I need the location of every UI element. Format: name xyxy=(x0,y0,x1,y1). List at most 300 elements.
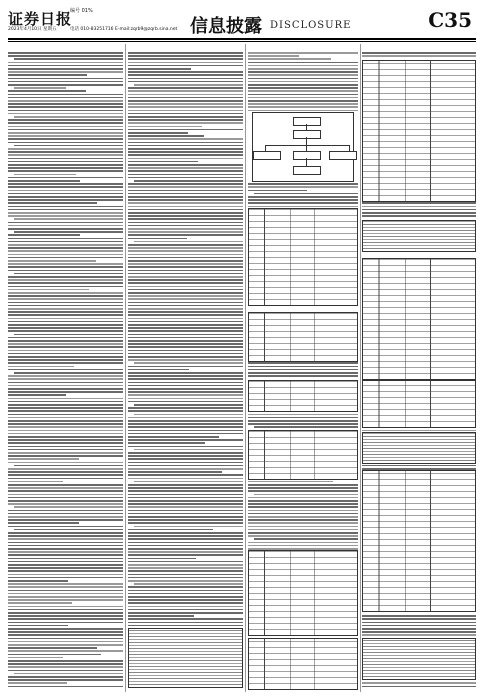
text-line xyxy=(8,676,123,678)
text-line xyxy=(8,206,123,208)
text-line xyxy=(8,289,89,291)
text-line xyxy=(134,481,243,483)
text-line xyxy=(8,298,123,300)
text-line xyxy=(128,426,243,428)
text-line xyxy=(248,423,358,425)
text-line xyxy=(8,225,123,227)
text-line xyxy=(128,228,243,230)
text-line xyxy=(8,612,123,614)
text-line xyxy=(128,58,243,60)
text-line xyxy=(14,116,123,118)
masthead-rule-thin xyxy=(8,41,476,42)
text-line xyxy=(134,449,243,451)
masthead-rule xyxy=(8,38,476,40)
text-line xyxy=(128,308,243,310)
text-line xyxy=(128,506,243,508)
text-line xyxy=(128,132,188,134)
text-line xyxy=(128,471,222,473)
text-line xyxy=(128,398,243,400)
text-line xyxy=(8,132,123,134)
text-line xyxy=(8,423,123,425)
text-line xyxy=(134,84,243,86)
text-line xyxy=(128,334,243,336)
text-line xyxy=(8,430,123,432)
text-line xyxy=(248,100,358,102)
text-line xyxy=(8,170,123,172)
text-line xyxy=(128,382,243,384)
text-line xyxy=(248,78,358,80)
text-line xyxy=(8,398,123,400)
text-line xyxy=(248,532,358,534)
text-line xyxy=(248,58,331,60)
column-divider xyxy=(125,44,126,692)
text-line xyxy=(8,382,123,384)
text-line xyxy=(128,126,202,128)
text-line xyxy=(8,343,123,345)
text-line xyxy=(128,423,243,425)
text-line xyxy=(248,81,358,83)
text-line xyxy=(8,404,123,406)
text-line xyxy=(8,567,123,569)
text-line xyxy=(8,654,101,656)
text-line xyxy=(8,548,123,550)
org-node xyxy=(293,151,321,160)
text-line xyxy=(128,532,243,534)
text-line xyxy=(362,209,476,211)
text-line xyxy=(128,356,243,358)
text-line xyxy=(8,135,123,137)
text-line xyxy=(128,206,243,208)
text-line xyxy=(8,346,123,348)
text-line xyxy=(248,516,358,518)
text-line xyxy=(8,458,79,460)
text-line xyxy=(8,631,123,633)
text-line xyxy=(8,513,123,515)
text-line xyxy=(8,362,123,364)
text-line xyxy=(8,84,123,86)
text-line xyxy=(128,138,243,140)
text-line xyxy=(248,74,358,76)
text-line xyxy=(128,282,243,284)
text-line xyxy=(8,638,123,640)
text-line xyxy=(8,167,123,169)
text-line xyxy=(8,551,123,553)
text-line xyxy=(128,100,243,102)
text-line xyxy=(362,52,476,54)
text-line xyxy=(128,366,243,368)
text-line xyxy=(8,478,123,480)
section-title: 信息披露 xyxy=(190,16,262,37)
text-line xyxy=(8,196,123,198)
text-line xyxy=(248,369,358,371)
text-line xyxy=(128,513,243,515)
text-line xyxy=(128,436,219,438)
text-line xyxy=(128,330,243,332)
text-line xyxy=(8,366,74,368)
contact-line: 电话 010-83251716 E-mail:zqrb9@zqrb.sina.net xyxy=(70,27,178,32)
text-line xyxy=(8,471,123,473)
text-line xyxy=(248,110,358,112)
text-line xyxy=(8,55,123,57)
text-line xyxy=(362,622,476,624)
text-line xyxy=(8,666,123,668)
data-table xyxy=(362,60,476,202)
text-line xyxy=(248,94,358,96)
text-line xyxy=(8,503,123,505)
text-line xyxy=(362,215,476,217)
text-line xyxy=(8,641,123,643)
text-line xyxy=(248,84,358,86)
text-line xyxy=(128,202,243,204)
text-line xyxy=(128,119,243,121)
text-line xyxy=(8,161,123,163)
text-line xyxy=(8,260,96,262)
text-line xyxy=(254,426,358,428)
org-node xyxy=(293,166,321,175)
text-line xyxy=(128,375,243,377)
text-line xyxy=(128,273,243,275)
text-line xyxy=(128,103,243,105)
text-line xyxy=(128,254,243,256)
text-line xyxy=(134,404,243,406)
text-line xyxy=(248,497,358,499)
text-line xyxy=(128,487,243,489)
text-line xyxy=(8,308,123,310)
data-table xyxy=(362,470,476,612)
text-line xyxy=(248,420,358,422)
text-line xyxy=(8,279,123,281)
text-line xyxy=(128,577,243,579)
info-table xyxy=(362,432,476,464)
text-line xyxy=(8,577,123,579)
text-line xyxy=(128,129,243,131)
text-line xyxy=(248,548,358,550)
text-line xyxy=(128,231,243,233)
text-line xyxy=(8,574,123,576)
text-line xyxy=(128,174,243,176)
text-line xyxy=(8,318,123,320)
text-line xyxy=(128,615,194,617)
text-line xyxy=(128,321,243,323)
text-line xyxy=(8,554,123,556)
text-line xyxy=(248,183,358,185)
text-line xyxy=(8,628,123,630)
text-line xyxy=(128,394,243,396)
text-line xyxy=(128,346,243,348)
text-line xyxy=(128,276,243,278)
text-line xyxy=(128,510,243,512)
text-line xyxy=(128,519,243,521)
text-line xyxy=(8,215,123,217)
text-line xyxy=(128,574,243,576)
text-line xyxy=(248,519,358,521)
text-line xyxy=(128,446,243,448)
text-line xyxy=(128,113,243,115)
text-line xyxy=(128,305,243,307)
text-line xyxy=(8,644,123,646)
text-line xyxy=(8,257,123,259)
text-line xyxy=(248,487,358,489)
text-line xyxy=(362,625,476,627)
text-line xyxy=(128,94,243,96)
text-line xyxy=(134,180,243,182)
text-line xyxy=(248,526,358,528)
text-line xyxy=(8,446,123,448)
text-line xyxy=(8,615,123,617)
text-line xyxy=(128,586,243,588)
text-line xyxy=(8,154,123,156)
text-line xyxy=(8,442,123,444)
text-line xyxy=(134,583,243,585)
text-line xyxy=(8,455,123,457)
text-line xyxy=(8,129,123,131)
text-line xyxy=(8,250,123,252)
text-line xyxy=(128,538,243,540)
text-line xyxy=(128,324,243,326)
data-table xyxy=(248,380,358,412)
text-line xyxy=(8,177,123,179)
text-line xyxy=(14,372,123,374)
text-line xyxy=(8,106,123,108)
text-line xyxy=(248,522,358,524)
text-line xyxy=(8,350,123,352)
text-line xyxy=(128,580,243,582)
text-line xyxy=(8,516,123,518)
text-line xyxy=(362,202,476,204)
text-line xyxy=(8,314,123,316)
data-table xyxy=(248,430,358,480)
text-line xyxy=(8,449,123,451)
text-line xyxy=(128,199,243,201)
text-line xyxy=(248,202,358,204)
text-line xyxy=(128,500,243,502)
text-line xyxy=(248,417,358,419)
text-line xyxy=(14,506,123,508)
text-line xyxy=(362,468,476,470)
text-line xyxy=(128,609,243,611)
text-line xyxy=(128,286,243,288)
text-line xyxy=(128,343,243,345)
text-line xyxy=(128,266,243,268)
text-line xyxy=(128,218,243,220)
text-line xyxy=(8,241,123,243)
text-line xyxy=(248,106,358,108)
text-line xyxy=(128,442,205,444)
text-line xyxy=(8,433,123,435)
text-line xyxy=(8,282,123,284)
text-line xyxy=(248,529,358,531)
text-line xyxy=(128,270,243,272)
text-line xyxy=(248,97,358,99)
text-line xyxy=(8,410,123,412)
text-line xyxy=(248,484,358,486)
text-line xyxy=(128,622,243,624)
text-line xyxy=(128,234,243,236)
text-line xyxy=(248,542,358,544)
text-line xyxy=(8,538,123,540)
text-line xyxy=(128,145,243,147)
article-column-4 xyxy=(362,50,476,690)
text-line xyxy=(128,407,243,409)
text-line xyxy=(248,362,358,364)
text-line xyxy=(128,353,243,355)
text-line xyxy=(8,164,123,166)
text-line xyxy=(362,634,476,636)
text-line xyxy=(8,385,123,387)
text-line xyxy=(8,100,123,102)
text-line xyxy=(248,503,358,505)
text-line xyxy=(8,420,123,422)
text-line xyxy=(8,244,123,246)
text-line xyxy=(14,58,123,60)
text-line xyxy=(128,602,243,604)
text-line xyxy=(8,583,123,585)
text-line xyxy=(128,606,243,608)
text-line xyxy=(248,366,358,368)
column-divider xyxy=(245,44,246,692)
text-line xyxy=(128,551,243,553)
text-line xyxy=(8,494,123,496)
text-line xyxy=(362,206,476,208)
section-title-en: DISCLOSURE xyxy=(270,20,352,31)
text-line xyxy=(8,679,123,681)
text-line xyxy=(128,186,243,188)
text-line xyxy=(8,490,123,492)
text-line xyxy=(8,686,123,688)
text-line xyxy=(8,625,68,627)
text-line xyxy=(8,484,123,486)
text-line xyxy=(8,580,68,582)
text-line xyxy=(128,135,204,137)
text-line xyxy=(128,295,243,297)
text-line xyxy=(128,410,243,412)
text-line xyxy=(8,474,123,476)
org-node xyxy=(329,151,357,160)
text-line xyxy=(128,369,189,371)
text-line xyxy=(128,599,243,601)
text-line xyxy=(134,362,243,364)
text-line xyxy=(128,170,243,172)
text-line xyxy=(128,359,243,361)
text-line xyxy=(8,138,123,140)
text-line xyxy=(8,401,123,403)
text-line xyxy=(8,634,123,636)
text-line xyxy=(248,500,358,502)
text-line xyxy=(248,87,358,89)
text-line xyxy=(248,506,358,508)
text-line xyxy=(8,670,123,672)
page-number: C35 xyxy=(428,8,472,32)
text-line xyxy=(8,74,87,76)
text-line xyxy=(8,234,80,236)
text-line xyxy=(248,186,358,188)
text-line xyxy=(8,436,123,438)
text-line xyxy=(8,199,123,201)
text-line xyxy=(128,542,243,544)
text-line xyxy=(128,503,243,505)
text-line xyxy=(128,350,243,352)
text-line xyxy=(8,596,123,598)
text-line xyxy=(128,78,243,80)
text-line xyxy=(8,526,123,528)
text-line xyxy=(8,103,123,105)
text-line xyxy=(248,513,358,515)
text-line xyxy=(14,334,123,336)
text-line xyxy=(128,122,243,124)
text-line xyxy=(128,468,243,470)
text-line xyxy=(8,180,80,182)
text-line xyxy=(14,465,123,467)
text-line xyxy=(128,474,243,476)
text-line xyxy=(362,55,476,57)
article-column-3 xyxy=(248,50,358,690)
org-node xyxy=(253,151,281,160)
text-line xyxy=(248,510,358,512)
text-line xyxy=(128,148,243,150)
text-line xyxy=(8,599,123,601)
text-line xyxy=(248,372,358,374)
text-line xyxy=(128,238,187,240)
text-line xyxy=(128,193,243,195)
text-line xyxy=(8,270,123,272)
text-line xyxy=(8,52,123,54)
text-line xyxy=(8,126,123,128)
text-line xyxy=(8,378,123,380)
text-line xyxy=(8,183,123,185)
text-line xyxy=(128,260,243,262)
text-line xyxy=(8,190,123,192)
text-line xyxy=(128,318,243,320)
text-line xyxy=(254,494,358,496)
text-line xyxy=(14,174,76,176)
text-line xyxy=(248,90,358,92)
info-table xyxy=(362,220,476,252)
text-line xyxy=(128,106,243,108)
text-line xyxy=(128,391,243,393)
data-table xyxy=(248,208,358,306)
text-line xyxy=(8,238,123,240)
text-line xyxy=(8,295,123,297)
text-line xyxy=(14,673,123,675)
text-line xyxy=(8,186,123,188)
text-line xyxy=(8,247,123,249)
text-line xyxy=(8,542,123,544)
text-line xyxy=(8,263,123,265)
newspaper-logo: 证券日报 xyxy=(8,10,73,28)
text-line xyxy=(248,414,358,416)
text-line xyxy=(8,324,123,326)
text-line xyxy=(8,302,123,304)
text-line xyxy=(128,455,243,457)
text-line xyxy=(8,647,97,649)
text-line xyxy=(8,254,123,256)
text-line xyxy=(8,148,123,150)
text-line xyxy=(128,417,243,419)
text-line xyxy=(8,519,123,521)
text-line xyxy=(248,545,358,547)
text-line xyxy=(8,311,123,313)
text-line xyxy=(254,538,358,540)
text-line xyxy=(128,494,243,496)
text-line xyxy=(128,401,243,403)
text-line xyxy=(8,375,123,377)
text-line xyxy=(248,52,358,54)
text-line xyxy=(128,87,243,89)
text-line xyxy=(248,206,358,208)
text-line xyxy=(128,439,243,441)
text-line xyxy=(128,340,243,342)
text-line xyxy=(8,286,123,288)
